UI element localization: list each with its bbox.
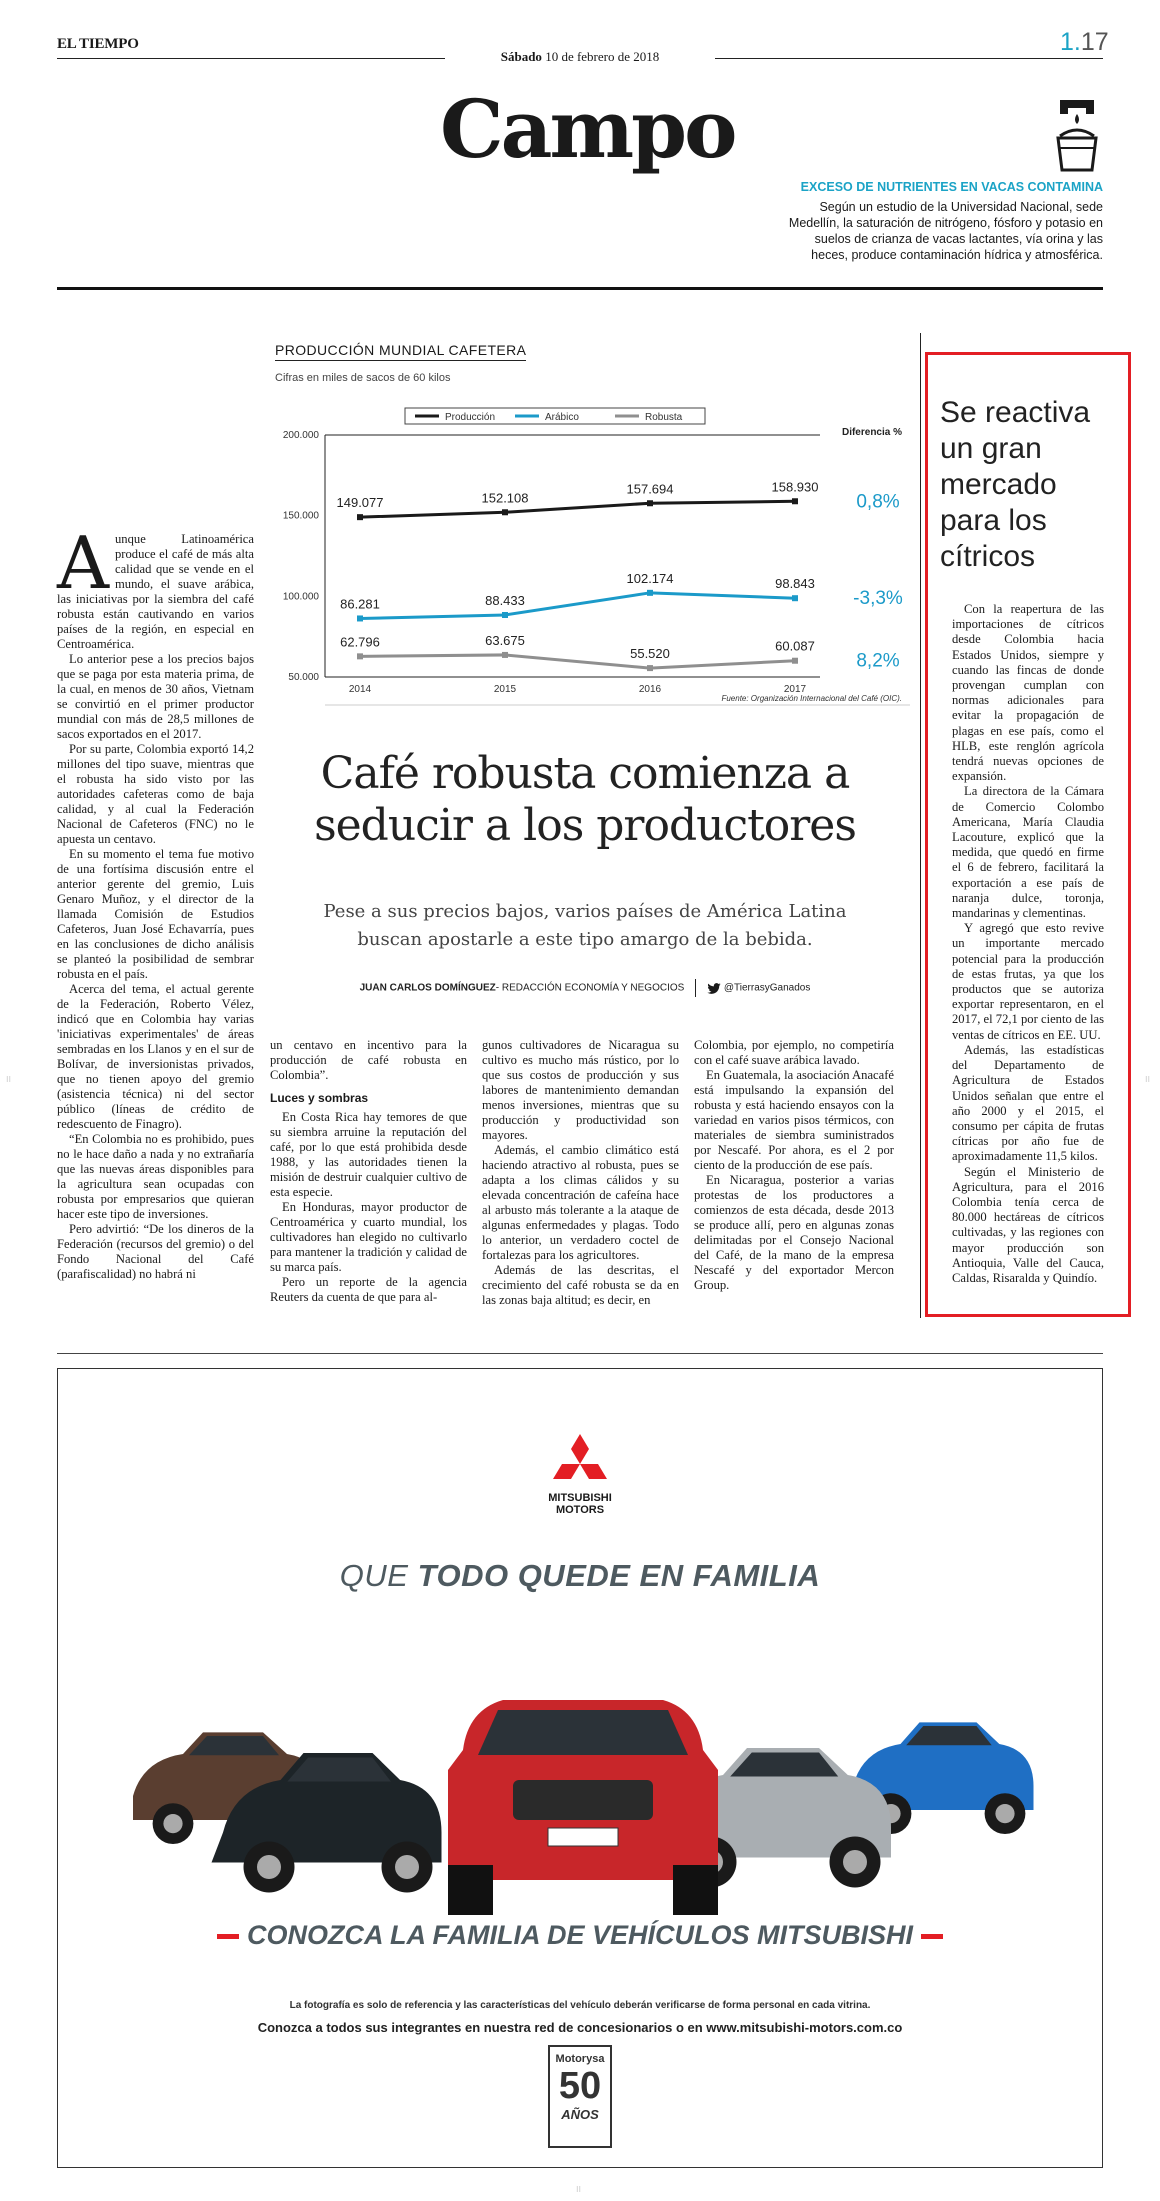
date-day: Sábado: [500, 49, 542, 64]
slogan-bold: TODO QUEDE EN FAMILIA: [417, 1558, 821, 1593]
data-point: [502, 652, 508, 658]
byline-desk: - REDACCIÓN ECONOMÍA Y NEGOCIOS: [495, 982, 685, 994]
car-wheel: [448, 1865, 493, 1915]
data-point: [792, 498, 798, 504]
production-chart: [270, 400, 910, 730]
diff-value: -3,3%: [853, 588, 903, 610]
sidebar-paragraph: Además, las estadísticas del Departamento de Agricultura de Estados Unidos señalan que entre el año 2000 y el 2015, el consumo per cápita de frutas cítricas por año fue de aproximadamente 11,5 kilos.: [952, 1042, 1104, 1164]
badge-number: 50: [558, 2065, 602, 2107]
anniversary-badge: [548, 2045, 612, 2148]
sidebar-paragraph: Según el Ministerio de Agricultura, para el 2016 Colombia tenía cerca de 80.000 hectáreas de cítricos cultivadas, y las regiones con mayor producción son Antioquia, Valle del Cauca, Caldas, Risaralda y Quindío.: [952, 1164, 1104, 1285]
car-rim: [163, 1814, 182, 1833]
car-rim: [257, 1855, 281, 1879]
paragraph: Además de las descritas, el crecimiento del café robusta se da en las zonas baja altitud; es decir, en: [482, 1263, 679, 1307]
headline-line-2: seducir a los productores: [314, 800, 856, 851]
brand-line-1: MITSUBISHI: [548, 1492, 612, 1504]
cta-bar-left: [217, 1934, 239, 1939]
series-line: [360, 501, 795, 517]
paragraph: un centavo en incentivo para la producción de café robusta en Colombia”.: [270, 1038, 467, 1082]
mitsubishi-logo: [545, 1432, 615, 1492]
data-point: [647, 500, 653, 506]
slogan-light: QUE: [339, 1558, 409, 1593]
sidebar-paragraph: La directora de la Cámara de Comercio Colombo Americana, María Claudia Lacouture, explicó que la medida, que quedó en firme el 6 de febrero, facilitará la exportación a ese país de naranja dulce, toronja, mandarinas y clementinas.: [952, 784, 1104, 921]
paragraph: Acerca del tema, el actual gerente de la Federación, Roberto Vélez, indicó que en Colombia hay varias 'iniciativas experimentales' de áreas sembradas en los Llanos y en el sur de Bolívar, de inversionistas privados, que no tienen apoyo del gremio (asistencia técnica) ni del sector público (líneas de crédito de redescuento de Finagro).: [57, 982, 254, 1131]
ad-disclaimer: La fotografía es solo de referencia y las características del vehículo deberán verificarse de forma personal en cada vitrina.: [289, 2000, 871, 2011]
subhead: Luces y sombras: [270, 1091, 369, 1105]
x-tick-label: 2014: [348, 684, 372, 695]
car-rim: [843, 1850, 867, 1874]
paragraph: unque Latinoamérica produce el café de más alta calidad que se vende en el mundo, el suave arábica, las iniciativas por la siembra del café robusta están cautivando en varios países de la región, en especial en Centroamérica.: [57, 532, 254, 651]
twitter-icon: [707, 983, 721, 994]
car-rim: [995, 1804, 1014, 1823]
data-point: [792, 658, 798, 664]
teaser-title: EXCESO DE NUTRIENTES EN VACAS CONTAMINA: [800, 180, 1103, 194]
data-point: [647, 665, 653, 671]
data-label: 102.174: [626, 570, 674, 586]
paragraph: Por su parte, Colombia exportó 14,2 millones del tipo suave, mientras que el robusta ha sido visto por las autoridades cafeteras como de baja calidad, y al cual la Federación Nacional de Cafeteros (FNC) no le apuesta un centavo.: [57, 742, 254, 846]
cta-bar-right: [921, 1934, 943, 1939]
page-num-value: 17: [1080, 28, 1109, 56]
paragraph: En Honduras, mayor productor de Centroamérica y cuarto mundial, los cultivadores han elegido no cultivarlo para mantener la tradición y calidad de su marca país.: [270, 1200, 467, 1274]
header-rule-heavy: [57, 287, 1103, 290]
y-tick-label: 100.000: [282, 591, 319, 603]
header-rule-left: [57, 58, 445, 59]
byline: [270, 979, 900, 997]
y-tick-label: 150.000: [282, 510, 319, 522]
red-suv: [448, 1700, 718, 1915]
twitter-handle: @TierrasyGanados: [723, 982, 811, 994]
masthead: EL TIEMPO: [57, 36, 139, 52]
paragraph: En Nicaragua, posterior a varias protestas de los productores a comienzos de esta década, desde 2013 se produce allí, pero en algunas zonas delimitadas por el Consejo Nacional del Café, de la mano de la empresa Nescafé y del exportador Mercon Group.: [694, 1173, 894, 1292]
dek-line-1: Pese a sus precios bajos, varios países de América Latina: [323, 901, 847, 922]
article-column-1: [57, 521, 254, 1282]
registration-mark: ⁝⁝: [6, 1075, 12, 1084]
data-label: 63.675: [485, 632, 525, 648]
data-label: 152.108: [481, 490, 529, 506]
sidebar-text: [952, 602, 1104, 1286]
article-column-2: [270, 1038, 467, 1305]
x-tick-label: 2015: [493, 684, 517, 695]
chart-title: PRODUCCIÓN MUNDIAL CAFETERA: [275, 342, 526, 361]
data-point: [357, 653, 363, 659]
cta-text: CONOZCA LA FAMILIA DE VEHÍCULOS MITSUBISHI: [247, 1920, 913, 1950]
data-point: [502, 509, 508, 515]
data-label: 55.520: [630, 646, 670, 662]
registration-mark: ⁝⁝: [1145, 1075, 1151, 1084]
data-point: [792, 595, 798, 601]
diff-value: 8,2%: [856, 650, 900, 672]
data-point: [647, 590, 653, 596]
article-column-4: [694, 1038, 894, 1293]
ad-contact[interactable]: Conozca a todos sus integrantes en nuestra red de concesionarios o en www.mitsubishi-motors.com.co: [257, 2020, 903, 2035]
car-window: [478, 1710, 688, 1755]
teaser-text: Según un estudio de la Universidad Nacional, sede Medellín, la saturación de nitrógeno, fósforo y potasio en suelos de crianza de vacas lactantes, vía orina y las heces, produce contaminación hídrica y atmosférica.: [788, 200, 1103, 262]
data-label: 88.433: [485, 592, 525, 608]
data-label: 62.796: [340, 634, 380, 650]
article-column-3: [482, 1038, 679, 1308]
paragraph: Colombia, por ejemplo, no competiría con el café suave arábica lavado.: [694, 1038, 894, 1067]
data-point: [502, 612, 508, 618]
paragraph: “En Colombia no es prohibido, pues no le hace daño a nada y no extrañaría que las nuevas áreas disponibles para la agricultura sean ocupadas con robusta por empresarios que quieran hacer este tipo de inversiones.: [57, 1132, 254, 1221]
y-tick-label: 50.000: [288, 672, 319, 683]
diff-value: 0,8%: [856, 491, 900, 513]
paragraph: En su momento el tema fue motivo de una fortísima discusión entre el anterior gerente del gremio, Luis Genaro Muñoz, y el director de la llamada Comisión de Estudios Cafeteros, Juan José Echavarría, pues en las conclusiones de dicho análisis se planteó la posibilidad de sembrar robusta en el país.: [57, 847, 254, 981]
paragraph: Pero advirtió: “De los dineros de la Federación (recursos del gremio) o del Fondo Nacional del Café (parafiscalidad) no habrá ni: [57, 1222, 254, 1281]
sidebar-paragraph: Y agregó que esto revive un importante mercado potencial para la producción de estas frutas, ya que los productos que se autoriza exportar representaron, en el 2017, el 72,1 por ciento de las ventas de cítricos en EE. UU.: [952, 921, 1104, 1042]
byline-author: JUAN CARLOS DOMÍNGUEZ: [359, 982, 496, 994]
dek-line-2: buscan apostarle a este tipo amargo de la bebida.: [357, 929, 813, 950]
milk-bucket-icon: [1052, 96, 1102, 176]
brand-name: [520, 1492, 640, 1516]
paragraph: Además, el cambio climático está haciendo atractivo al robusta, pues se adapta a los climas cálidos y su elevada concentración de cafeína hace al arbusto más tolerante a la ataque de algunas enfermedades y plagas. Todo lo anterior, un verdadero coctel de fortalezas para los agricultores.: [482, 1143, 679, 1262]
byline-divider: [695, 979, 696, 997]
badge-label: AÑOS: [561, 2107, 599, 2122]
car-grille: [513, 1780, 653, 1820]
chart-subtitle: Cifras en miles de sacos de 60 kilos: [275, 372, 451, 384]
car-rim: [395, 1855, 419, 1879]
vehicle-lineup-image: [133, 1660, 1053, 1930]
headline: [270, 748, 900, 852]
diff-header: Diferencia %: [841, 427, 902, 438]
sidebar-title: Se reactiva un gran mercado para los cítricos: [940, 396, 1091, 573]
headline-line-1: Café robusta comienza a: [320, 748, 850, 799]
series-line: [360, 593, 795, 619]
series-line: [360, 655, 795, 668]
brand-line-2: MOTORS: [555, 1504, 605, 1516]
ad-cta: [200, 1920, 960, 1951]
page-number: [1060, 28, 1109, 57]
dek: [270, 898, 900, 954]
legend-label: Arábico: [545, 412, 579, 423]
paragraph: Lo anterior pese a los precios bajos que se paga por esta materia prima, de la cual, en menos de 30 años, Vietnam se convirtió en el primer productor mundial con más de 28,5 millones de sacos exportados en el 2017.: [57, 652, 254, 741]
section-title: Campo: [440, 82, 735, 176]
dateline: [445, 49, 715, 65]
chart-source: Fuente: Organización Internacional del Café (OIC).: [721, 694, 902, 703]
paragraph: En Guatemala, la asociación Anacafé está impulsando la expansión del robusta y está haciendo ensayos con la variedad en varios pisos térmicos, con materiales de siembra suministrados por Nescafé. Por ahora, es el 2 por ciento de la producción de ese país.: [694, 1068, 894, 1172]
registration-mark: ⁝⁝: [576, 2185, 582, 2194]
data-label: 149.077: [336, 495, 384, 511]
data-point: [357, 514, 363, 520]
data-label: 157.694: [626, 481, 674, 497]
page-section: 1.: [1060, 28, 1081, 56]
badge-brand: Motorysa: [555, 2053, 605, 2065]
column-divider: [920, 333, 921, 1318]
x-tick-label: 2017: [783, 684, 807, 695]
paragraph: En Costa Rica hay temores de que su siembra arruine la reputación del café, por lo que está prohibida desde 1988, y las autoridades tienen la misión de destruir cualquier cultivo de esta especie.: [270, 1110, 467, 1199]
y-tick-label: 200.000: [282, 430, 319, 441]
ad-slogan: [250, 1558, 910, 1594]
ad-rule: [57, 1353, 1103, 1354]
car-wheel: [673, 1865, 718, 1915]
paragraph: Pero un reporte de la agencia Reuters da cuenta de que para al-: [270, 1275, 467, 1304]
date-rest: 10 de febrero de 2018: [545, 49, 660, 64]
header-rule-right: [715, 58, 1103, 59]
data-label: 86.281: [340, 596, 380, 612]
car-plate: [548, 1828, 618, 1846]
paragraph: gunos cultivadores de Nicaragua su cultivo es mucho más rústico, por lo que sus costos de producción y sus labores de mantenimiento demandan menos inversiones, mientras que su producción y productividad son mayores.: [482, 1038, 679, 1142]
sidebar-paragraph: Con la reapertura de las importaciones de cítricos desde Colombia hacia Estados Unidos, siempre y cuando las fincas de donde provengan cumplan con normas adicionales para evitar la propagación de plagas en ese país, como el HLB, este renglón agrícola tendrá nuevas opciones de expansión.: [952, 602, 1104, 784]
data-label: 98.843: [775, 576, 815, 592]
dropcap: A: [57, 521, 109, 605]
data-label: 158.930: [771, 479, 819, 495]
x-tick-label: 2016: [638, 684, 662, 695]
legend-label: Robusta: [645, 412, 683, 423]
data-label: 60.087: [775, 638, 815, 654]
data-point: [357, 615, 363, 621]
legend-label: Producción: [445, 412, 496, 423]
